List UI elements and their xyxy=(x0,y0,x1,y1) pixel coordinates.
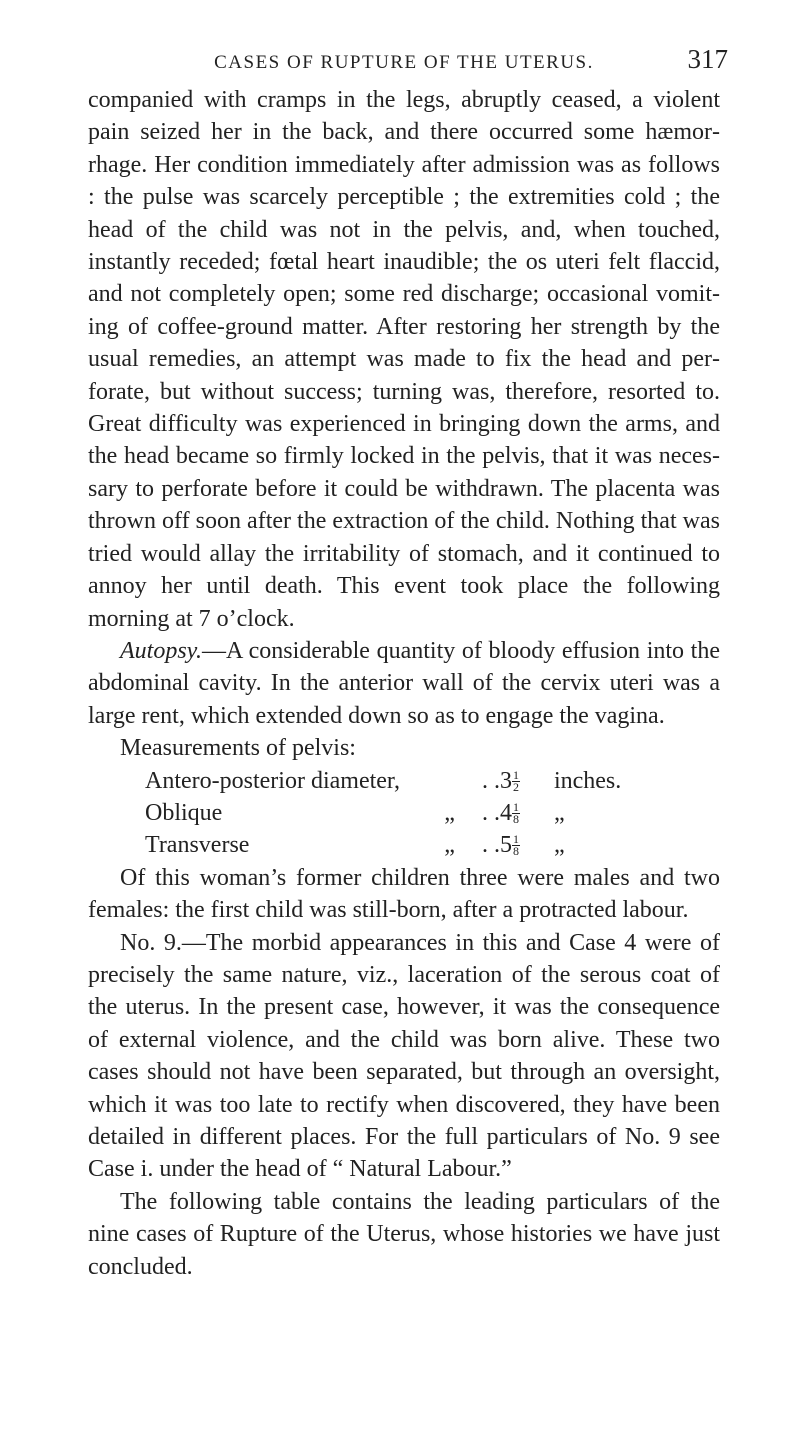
measurement-ditto: „ xyxy=(444,832,455,859)
autopsy-text: —A considerable quantity of bloody effusion into the abdominal cavity. In the anterior wall of the cervix uteri was a large rent, which extended down so as to engage the vagina. xyxy=(88,637,720,729)
measurement-dots: . . xyxy=(481,799,500,826)
measurements-table xyxy=(145,765,621,862)
measurement-unit: „ xyxy=(553,832,565,859)
measurement-label: Antero-posterior diameter, xyxy=(145,767,400,794)
measurement-ditto xyxy=(400,765,455,797)
fraction-denominator: 2 xyxy=(512,779,519,794)
paragraph-former-children: Of this woman’s former children three were males and two females: the first child was still-born, after a protracted labour. xyxy=(88,864,720,924)
running-title: CASES OF RUPTURE OF THE UTERUS. xyxy=(214,52,594,73)
paragraph-table-intro: The following table contains the leading particulars of the nine cases of Rupture of the Uterus, whose histories we have just concluded. xyxy=(88,1188,720,1280)
value-fraction xyxy=(512,767,520,794)
value-whole: 4 xyxy=(499,799,512,826)
measurement-dots: . . xyxy=(481,832,500,859)
measurement-unit: „ xyxy=(553,799,565,826)
measurement-label: Transverse xyxy=(145,832,250,859)
value-fraction xyxy=(512,799,520,826)
measurement-ditto: „ xyxy=(444,799,455,826)
value-whole: 3 xyxy=(499,767,512,794)
fraction-denominator: 8 xyxy=(512,811,519,826)
measurement-value xyxy=(500,797,554,829)
measurements-heading: Measurements of pelvis: xyxy=(120,735,356,762)
fraction-denominator: 8 xyxy=(512,844,519,859)
measurement-unit: inches. xyxy=(553,767,622,794)
value-fraction xyxy=(512,834,520,857)
measurement-value xyxy=(500,765,554,797)
measurement-row xyxy=(145,765,621,797)
paragraph-continued: companied with cramps in the legs, abruptly ceased, a violent pain seized her in the back, and there occurred some hæmorrhage. Her condition immediately after admission was as follows : the pulse was scarcely perceptible ; the extremities cold ; the head of the child was not in the pelvis, and, when touched, instantly receded; fœtal heart inaudible; the os uteri felt flaccid, and not completely open; some red discharge; occasional vomiting of coffee-ground matter. After restoring her strength by the usual remedies, an attempt was made to fix the head and perforate, but without success; turning was, therefore, resorted to. Great difficulty was experienced in bringing down the arms, and the head became so firmly locked in the pelvis, that it was necessary to perforate before it could be withdrawn. The placenta was thrown off soon after the extraction of the child. Nothing that was tried would allay the irritability of stomach, and it continued to annoy her until death. This event took place the following morning at 7 o’clock. xyxy=(88,87,720,632)
paragraph-autopsy xyxy=(88,635,720,732)
fraction-numerator: 1 xyxy=(512,832,519,847)
body-text xyxy=(88,84,720,1283)
measurement-value xyxy=(500,829,554,861)
autopsy-label: Autopsy. xyxy=(120,637,202,664)
paragraph-case-9: No. 9.—The morbid appearances in this and Case 4 were of precisely the same nature, viz., laceration of the serous coat of the uterus. In the present case, however, it was the consequence of external violence, and the child was born alive. These two cases should not have been separated, but through an oversight, which it was too late to rectify when discovered, they have been detailed in different places. For the full particulars of No. 9 see Case i. under the head of “ Natural Labour.” xyxy=(88,929,720,1183)
measurement-label: Oblique xyxy=(145,799,223,826)
measurement-row xyxy=(145,829,621,861)
fraction-numerator: 1 xyxy=(512,767,519,782)
measurement-dots: . . xyxy=(481,767,500,794)
running-header xyxy=(88,40,728,84)
fraction-numerator: 1 xyxy=(512,799,519,814)
measurement-row xyxy=(145,797,621,829)
page-number: 317 xyxy=(687,44,728,74)
book-page xyxy=(0,40,800,1433)
value-whole: 5 xyxy=(499,832,512,859)
